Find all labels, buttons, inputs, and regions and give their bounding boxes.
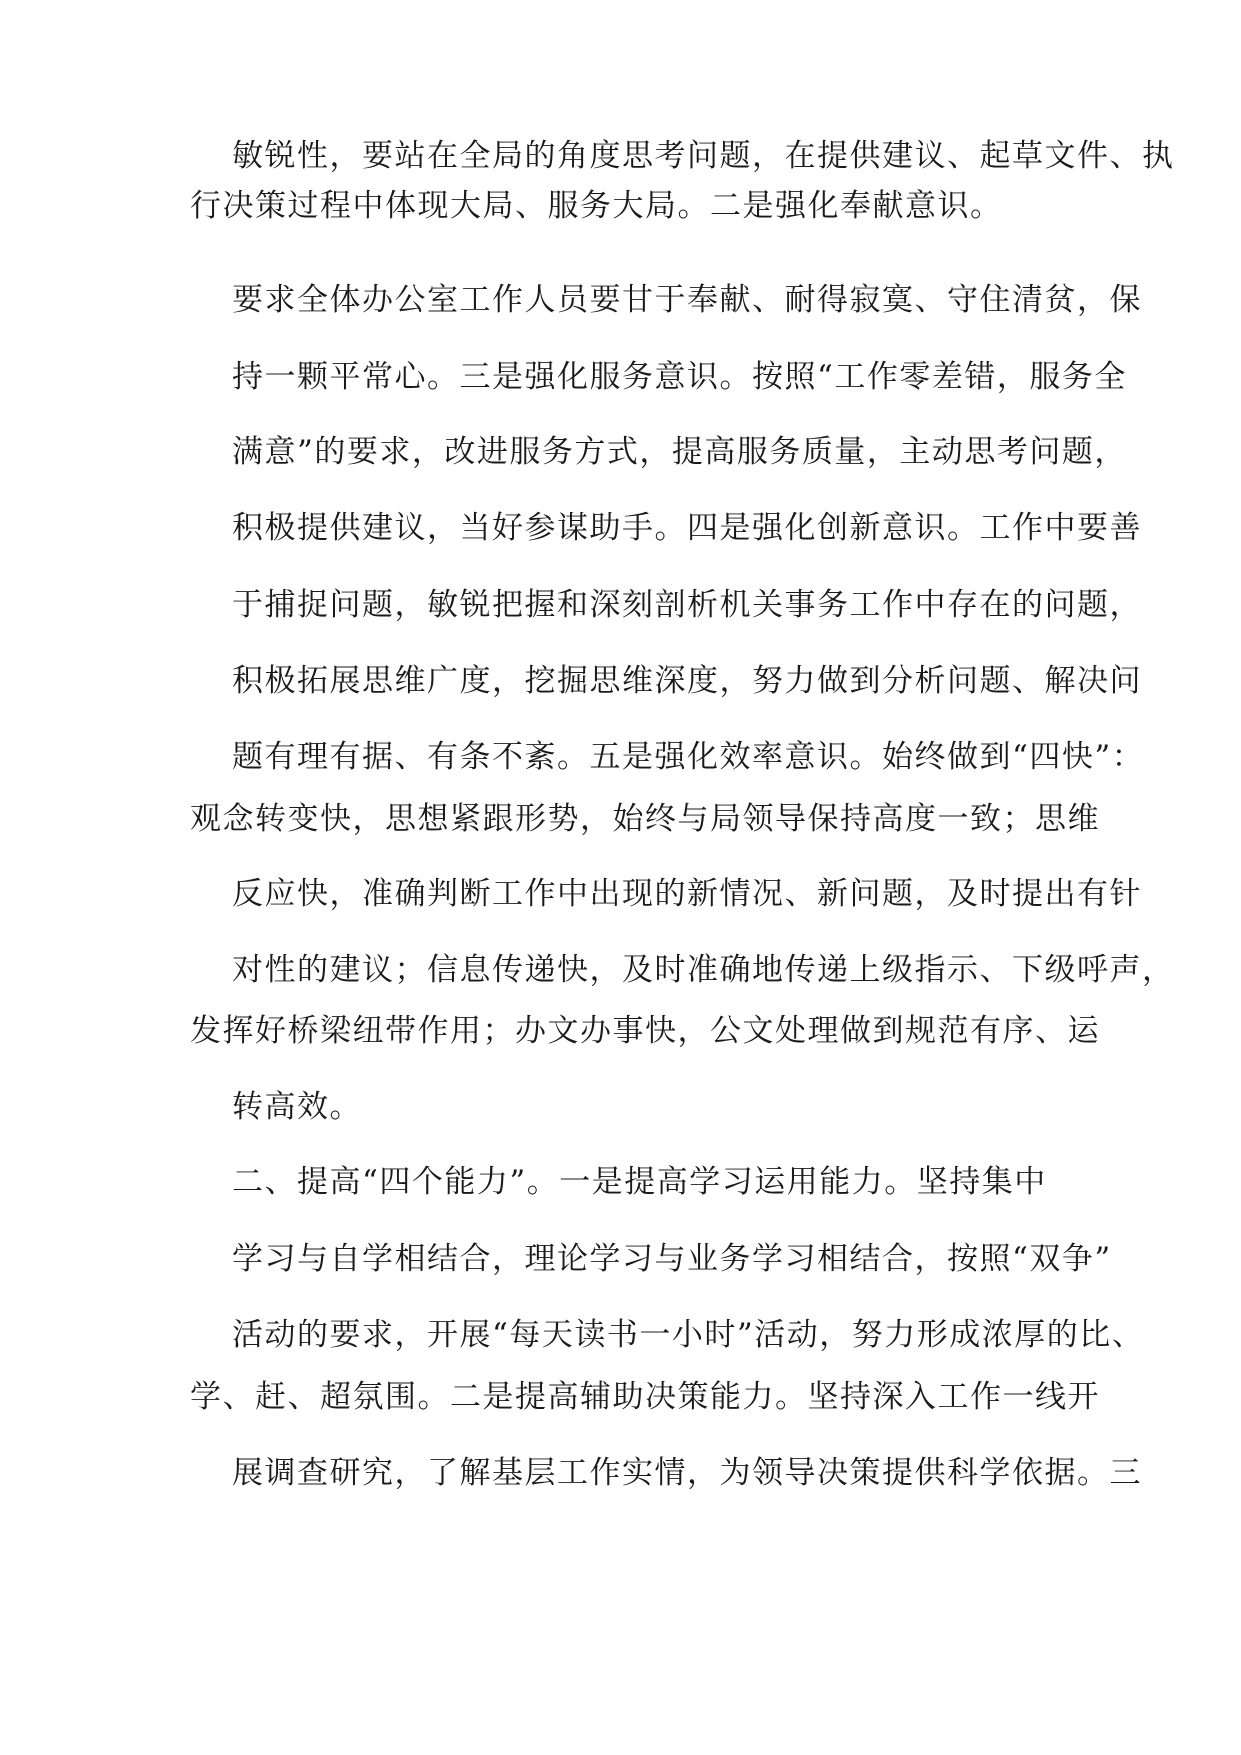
text-line-5: 满意”的要求，改进服务方式，提高服务质量，主动思考问题， [232,434,1127,470]
text-line-4: 持一颗平常心。三是强化服务意识。按照“工作零差错，服务全 [232,359,1127,395]
text-line-19: 展调查研究，了解基层工作实情，为领导决策提供科学依据。三 [232,1455,1142,1491]
text-line-6: 积极提供建议，当好参谋助手。四是强化创新意识。工作中要善 [232,510,1142,546]
text-line-1: 敏锐性，要站在全局的角度思考问题，在提供建议、起草文件、执 [232,138,1175,174]
text-line-17: 活动的要求，开展“每天读书一小时”活动，努力形成浓厚的比、 [232,1317,1145,1353]
text-line-9: 题有理有据、有条不紊。五是强化效率意识。始终做到“四快”： [232,739,1145,775]
text-line-7: 于捕捉问题，敏锐把握和深刻剖析机关事务工作中存在的问题， [232,587,1142,623]
text-line-18: 学、赶、超氛围。二是提高辅助决策能力。坚持深入工作一线开 [190,1379,1100,1415]
text-line-16: 学习与自学相结合，理论学习与业务学习相结合，按照“双争” [232,1241,1112,1277]
text-line-10: 观念转变快，思想紧跟形势，始终与局领导保持高度一致；思维 [190,801,1100,837]
text-line-12: 对性的建议；信息传递快，及时准确地传递上级指示、下级呼声， [232,952,1175,988]
text-line-2: 行决策过程中体现大局、服务大局。二是强化奉献意识。 [190,188,1003,224]
text-line-8: 积极拓展思维广度，挖掘思维深度，努力做到分析问题、解决问 [232,663,1142,699]
text-line-13: 发挥好桥梁纽带作用；办文办事快，公文处理做到规范有序、运 [190,1013,1100,1049]
text-line-15: 二、提高“四个能力”。一是提高学习运用能力。坚持集中 [232,1164,1047,1200]
text-line-11: 反应快，准确判断工作中出现的新情况、新问题，及时提出有针 [232,876,1142,912]
text-line-14: 转高效。 [232,1089,362,1125]
text-line-3: 要求全体办公室工作人员要甘于奉献、耐得寂寞、守住清贫，保 [232,282,1142,318]
